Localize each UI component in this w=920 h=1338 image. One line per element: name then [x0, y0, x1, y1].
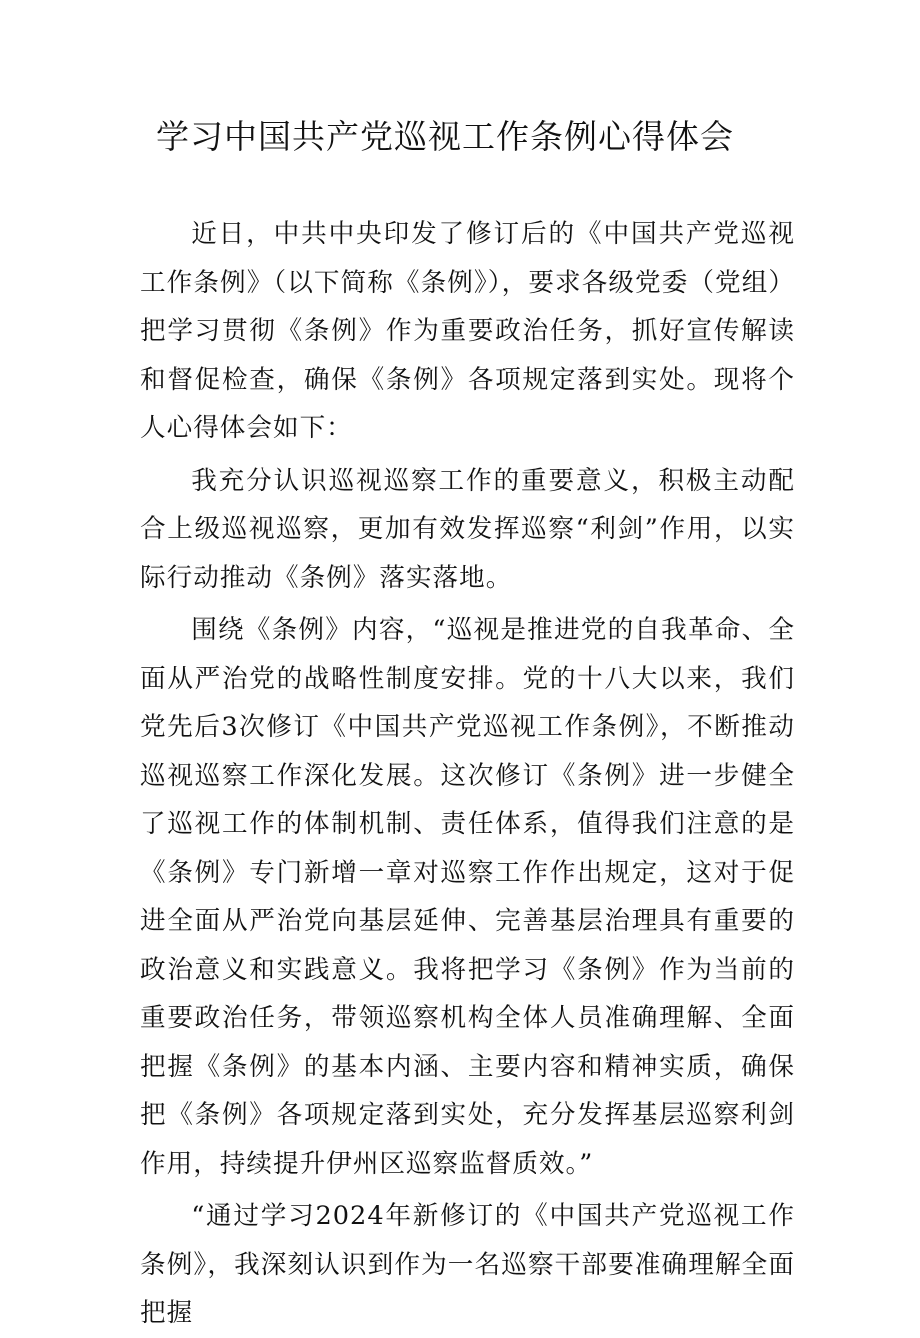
paragraph-4: “通过学习2024年新修订的《中国共产党巡视工作条例》，我深刻认识到作为一名巡察干部要准确理解全面把握 [140, 1201, 795, 1328]
document-title: 学习中国共产党巡视工作条例心得体会 [156, 117, 734, 156]
document-body [140, 210, 795, 1338]
paragraph-1: 近日，中共中央印发了修订后的《中国共产党巡视工作条例》（以下简称《条例》），要求各级党委（党组）把学习贯彻《条例》作为重要政治任务，抓好宣传解读和督促检查，确保《条例》各项规定落到实处。现将个人心得体会如下： [140, 219, 795, 443]
paragraph-2: 我充分认识巡视巡察工作的重要意义，积极主动配合上级巡视巡察，更加有效发挥巡察“利剑”作用，以实际行动推动《条例》落实落地。 [140, 465, 795, 593]
paragraph-3: 围绕《条例》内容，“巡视是推进党的自我革命、全面从严治党的战略性制度安排。党的十八大以来，我们党先后3次修订《中国共产党巡视工作条例》，不断推动巡视巡察工作深化发展。这次修订《条例》进一步健全了巡视工作的体制机制、责任体系，值得我们注意的是《条例》专门新增一章对巡察工作作出规定，这对于促进全面从严治党向基层延伸、完善基层治理具有重要的政治意义和实践意义。我将把学习《条例》作为当前的重要政治任务，带领巡察机构全体人员准确理解、全面把握《条例》的基本内涵、主要内容和精神实质，确保把《条例》各项规定落到实处，充分发挥基层巡察利剑作用，持续提升伊州区巡察监督质效。” [140, 615, 795, 1179]
